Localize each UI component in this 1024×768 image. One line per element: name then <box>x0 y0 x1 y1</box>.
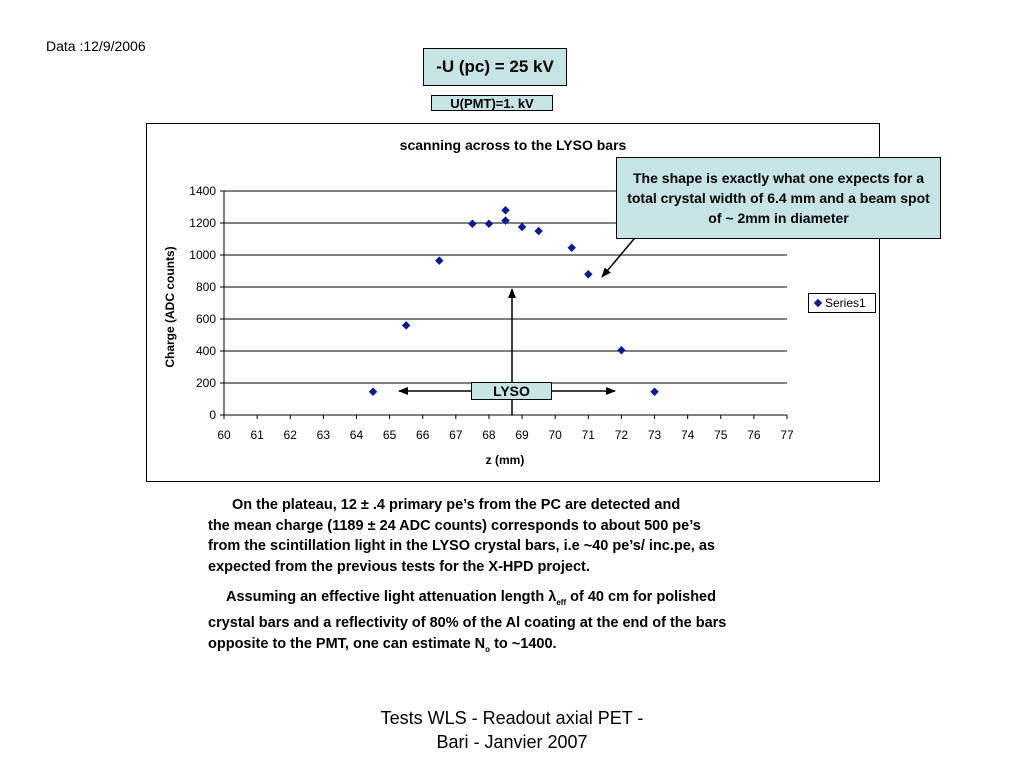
lyso-label-box <box>471 382 552 400</box>
chart-legend <box>808 293 876 313</box>
pmt-voltage-box <box>431 95 553 111</box>
para2-text: Assuming an effective light attenuation length λ <box>226 589 557 605</box>
footer-line: Bari - Janvier 2007 <box>436 732 588 752</box>
x-tick-label: 74 <box>680 428 695 442</box>
x-tick-label: 70 <box>548 428 562 442</box>
y-tick-label: 400 <box>195 344 216 358</box>
x-tick-label: 72 <box>614 428 629 442</box>
data-point <box>485 220 493 228</box>
y-tick-label: 200 <box>195 376 216 390</box>
para2-text: to ~1400. <box>490 635 557 652</box>
data-point <box>435 256 443 264</box>
y-tick-label: 800 <box>195 280 216 294</box>
y-tick-label: 1000 <box>189 248 216 262</box>
para2-line <box>208 634 848 660</box>
data-point <box>518 223 526 231</box>
data-point <box>369 388 377 396</box>
para2-line: crystal bars and a reflectivity of 80% of the Al coating at the end of the bars <box>208 615 727 632</box>
para1-line: On the plateau, 12 ± .4 primary pe’s from the PC are detected and <box>232 497 681 513</box>
x-tick-label: 64 <box>349 428 364 442</box>
x-tick-label: 66 <box>416 428 430 442</box>
x-tick-label: 76 <box>747 428 761 442</box>
data-point <box>650 388 658 396</box>
pmt-voltage-text: U(PMT)=1. kV <box>450 95 534 111</box>
x-tick-label: 67 <box>449 428 463 442</box>
data-point <box>501 216 509 224</box>
data-point <box>567 244 575 252</box>
date-label: Data :12/9/2006 <box>46 38 146 54</box>
para1-line: from the scintillation light in the LYSO crystal bars, i.e ~40 pe’s/ inc.pe, as <box>208 538 715 554</box>
x-axis-label: z (mm) <box>485 453 525 467</box>
para2-subscript: o <box>485 644 491 654</box>
legend-diamond-icon <box>814 299 822 307</box>
lyso-label: LYSO <box>493 383 530 399</box>
para1-line: expected from the previous tests for the X-HPD project. <box>208 558 590 575</box>
plateau-paragraph <box>208 495 848 577</box>
chart-title: scanning across to the LYSO bars <box>399 137 627 153</box>
y-tick-label: 0 <box>209 408 216 422</box>
y-tick-label: 1200 <box>189 216 216 230</box>
x-tick-label: 61 <box>250 428 264 442</box>
callout-text: The shape is exactly what one expects for a total crystal width of 6.4 mm and a beam spot of ~ 2mm in diameter <box>627 170 930 226</box>
para2-subscript: eff <box>556 597 567 607</box>
legend-series-label: Series1 <box>825 296 866 310</box>
data-point <box>617 346 625 354</box>
x-tick-label: 77 <box>780 428 794 442</box>
y-tick-label: 1400 <box>189 184 216 198</box>
x-tick-label: 69 <box>515 428 529 442</box>
x-tick-label: 63 <box>316 428 331 442</box>
data-point <box>584 270 592 278</box>
data-point <box>501 206 509 214</box>
para2-line <box>208 587 848 613</box>
x-tick-label: 75 <box>714 428 728 442</box>
voltage-title-text: -U (pc) = 25 kV <box>436 57 554 76</box>
para2-text: of 40 cm for polished <box>566 589 716 605</box>
para2-text: opposite to the PMT, one can estimate N <box>208 635 486 652</box>
y-tick-label: 600 <box>195 312 216 326</box>
x-tick-label: 60 <box>217 428 231 442</box>
x-tick-label: 73 <box>647 428 662 442</box>
voltage-title-box <box>423 48 567 86</box>
data-point <box>402 321 410 329</box>
footer <box>312 706 712 754</box>
attenuation-paragraph <box>208 587 848 660</box>
y-axis-label: Charge (ADC counts) <box>163 246 177 368</box>
footer-line: Tests WLS - Readout axial PET - <box>380 708 644 728</box>
data-point <box>534 227 542 235</box>
para1-line: the mean charge (1189 ± 24 ADC counts) corresponds to about 500 pe’s <box>208 517 701 534</box>
x-tick-label: 68 <box>482 428 496 442</box>
x-tick-label: 71 <box>581 428 595 442</box>
x-tick-label: 62 <box>283 428 297 442</box>
data-point <box>468 220 476 228</box>
x-tick-label: 65 <box>382 428 397 442</box>
shape-callout <box>616 157 941 239</box>
